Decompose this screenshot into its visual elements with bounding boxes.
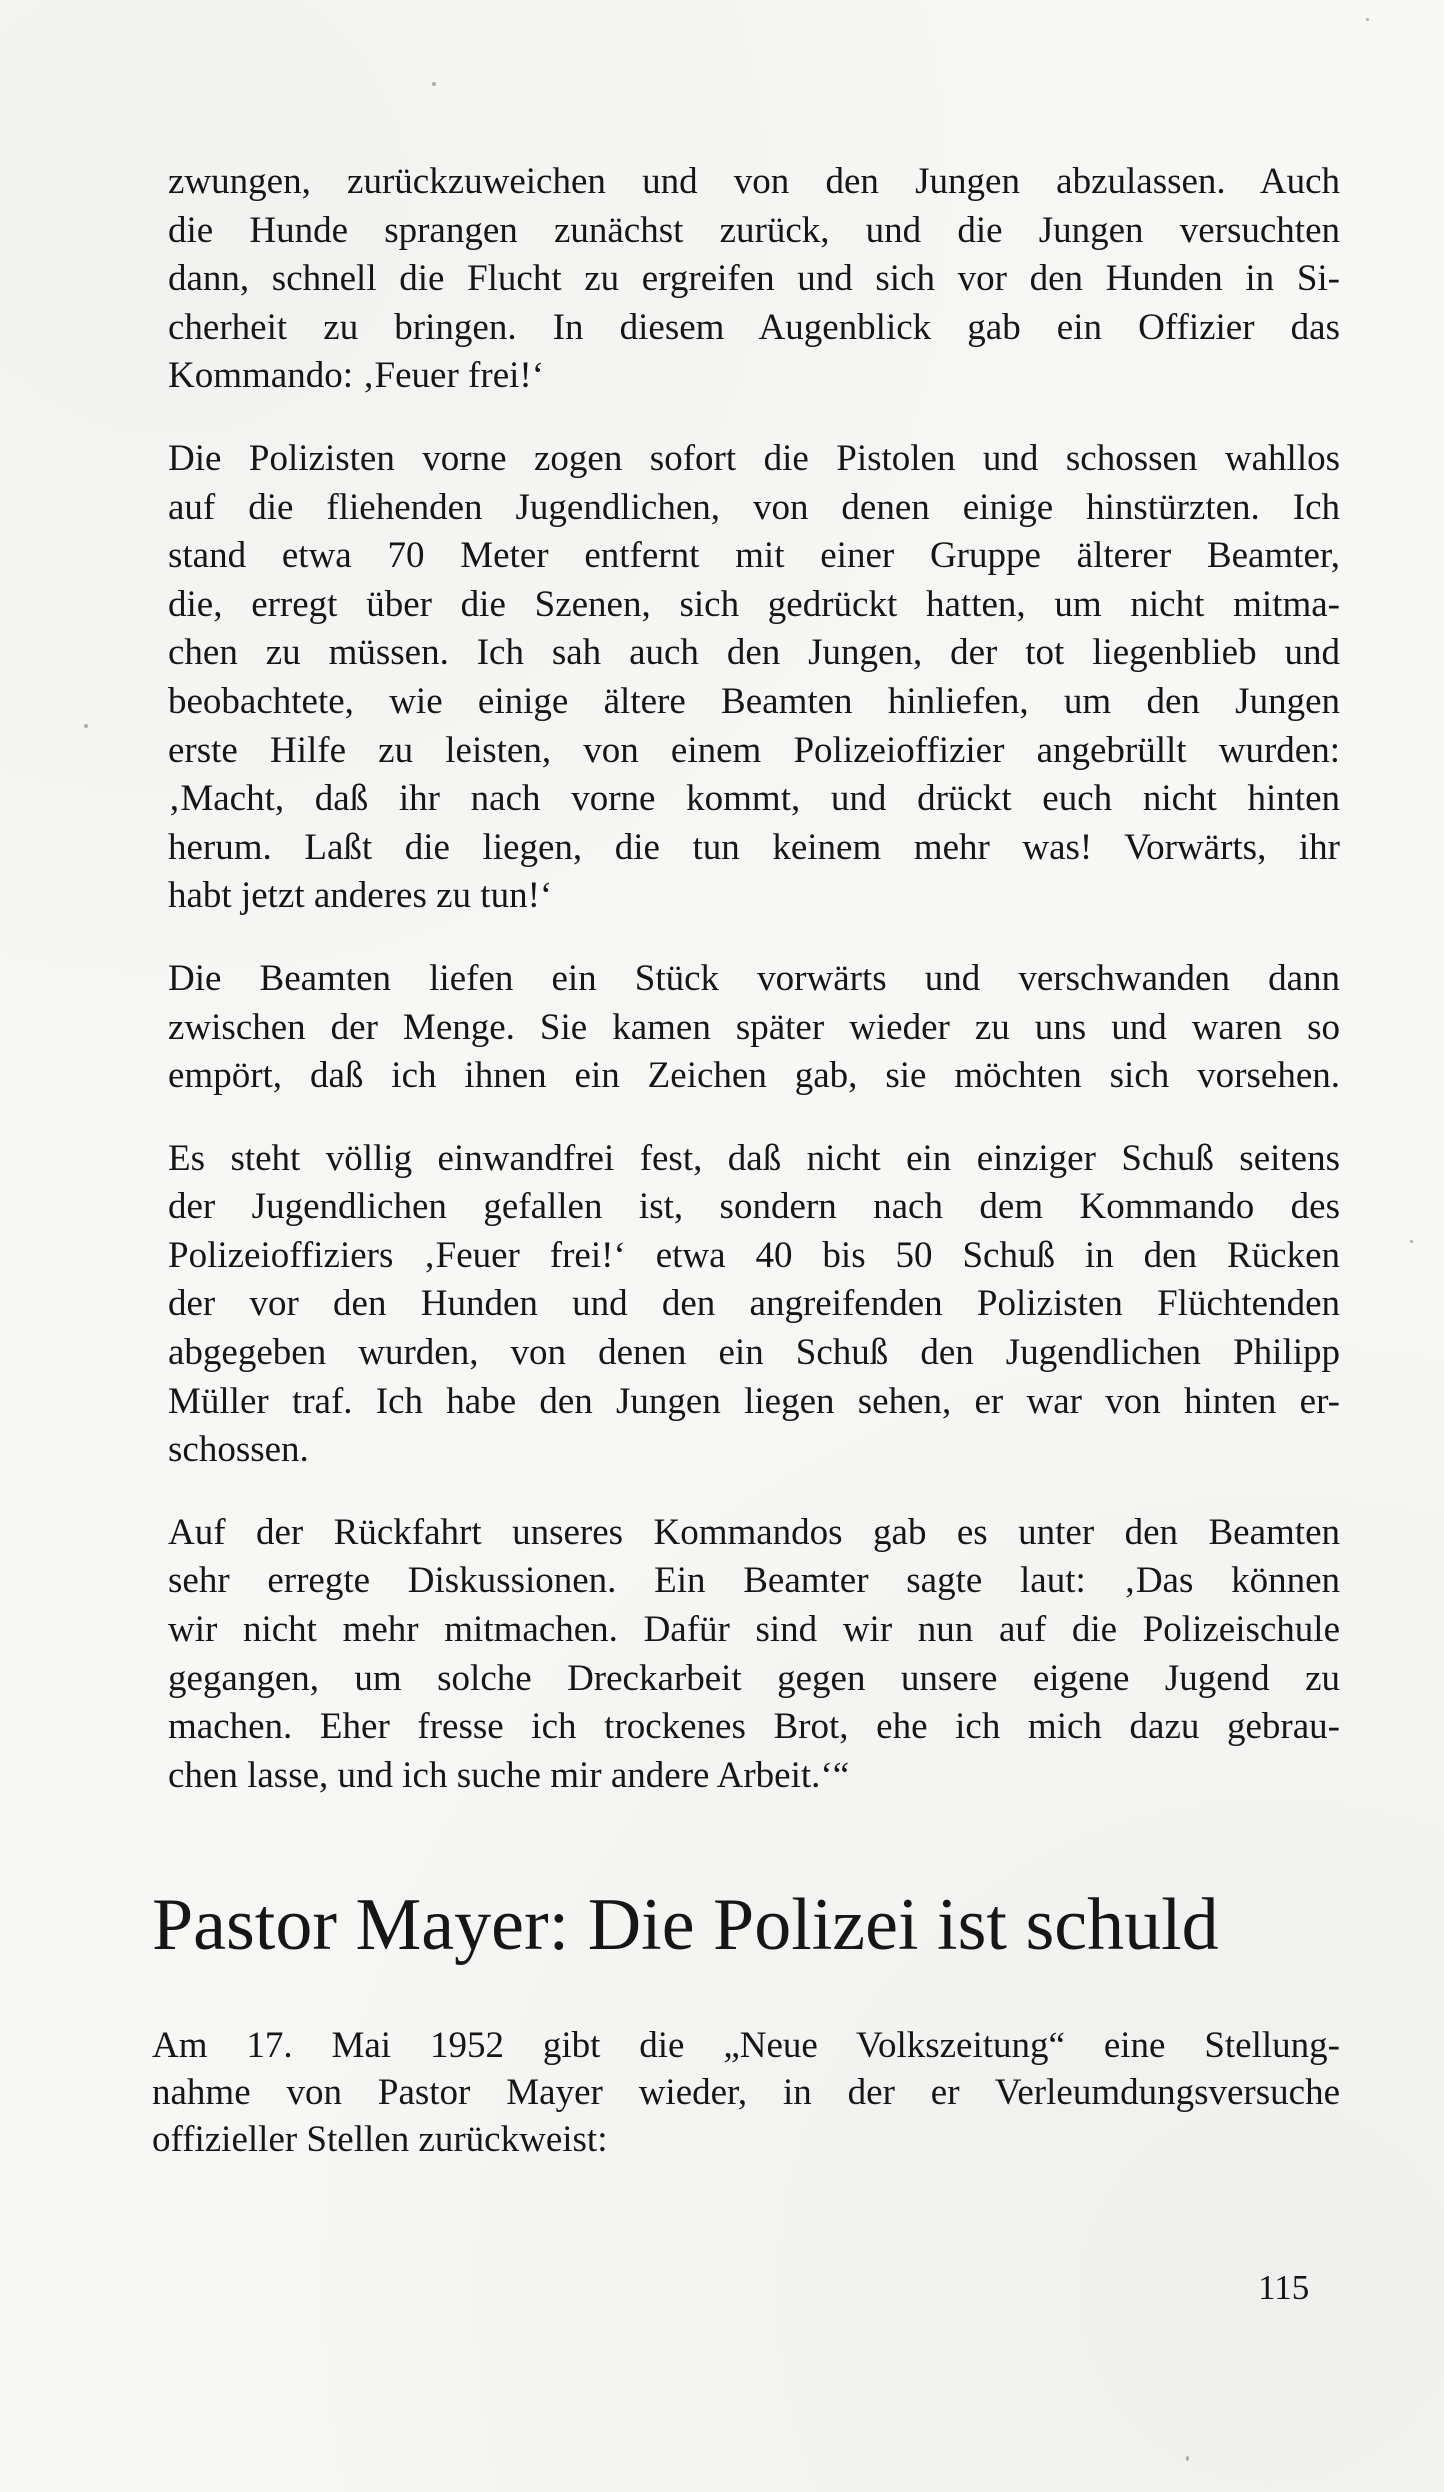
text-line: abgegeben wurden, von denen ein Schuß den Jugendlichen Philipp bbox=[168, 1332, 1340, 1374]
paragraph bbox=[168, 955, 1340, 1101]
text-line: gegangen, um solche Dreckarbeit gegen unsere eigene Jugend zu bbox=[168, 1657, 1340, 1699]
paragraph bbox=[168, 435, 1340, 921]
text-line: stand etwa 70 Meter entfernt mit einer Gruppe älterer Beamter, bbox=[168, 535, 1340, 577]
text-line: beobachtete, wie einige ältere Beamten hinliefen, um den Jungen bbox=[168, 680, 1340, 722]
text-line: wir nicht mehr mitmachen. Dafür sind wir nun auf die Polizeischule bbox=[168, 1609, 1340, 1651]
text-line: cherheit zu bringen. In diesem Augenblick gab ein Offizier das bbox=[168, 306, 1340, 348]
text-line: Die Beamten liefen ein Stück vorwärts und verschwanden dann bbox=[168, 957, 1340, 999]
intro-paragraph bbox=[152, 2022, 1340, 2163]
text-line: die Hunde sprangen zunächst zurück, und die Jungen versuchten bbox=[168, 209, 1340, 251]
text-line: sehr erregte Diskussionen. Ein Beamter sagte laut: ‚Das können bbox=[168, 1560, 1340, 1602]
scan-speck bbox=[432, 82, 436, 86]
section-heading: Pastor Mayer: Die Polizei ist schuld bbox=[152, 1884, 1219, 1966]
text-line: Müller traf. Ich habe den Jungen liegen sehen, er war von hinten er- bbox=[168, 1380, 1340, 1422]
text-line: erste Hilfe zu leisten, von einem Polizeioffizier angebrüllt wurden: bbox=[168, 729, 1340, 771]
text-line: der Jugendlichen gefallen ist, sondern nach dem Kommando des bbox=[168, 1186, 1340, 1228]
text-line: Auf der Rückfahrt unseres Kommandos gab es unter den Beamten bbox=[168, 1511, 1340, 1553]
text-line: ‚Macht, daß ihr nach vorne kommt, und drückt euch nicht hinten bbox=[168, 778, 1340, 820]
text-line: machen. Eher fresse ich trockenes Brot, ehe ich mich dazu gebrau- bbox=[168, 1706, 1340, 1748]
text-line: schossen. bbox=[168, 1429, 309, 1471]
text-line: zwungen, zurückzuweichen und von den Jungen abzulassen. Auch bbox=[168, 161, 1340, 202]
page-number: 115 bbox=[1258, 2268, 1310, 2307]
scan-speck bbox=[1410, 1240, 1413, 1243]
paragraph bbox=[168, 1135, 1340, 1475]
scan-speck bbox=[1366, 18, 1369, 21]
text-line: Es steht völlig einwandfrei fest, daß nicht ein einziger Schuß seitens bbox=[168, 1137, 1340, 1179]
scan-speck bbox=[1186, 2456, 1189, 2461]
text-line: Am 17. Mai 1952 gibt die „Neue Volkszeitung“ eine Stellung- bbox=[152, 2025, 1340, 2066]
text-line: die, erregt über die Szenen, sich gedrückt hatten, um nicht mitma- bbox=[168, 583, 1340, 625]
text-line: nahme von Pastor Mayer wieder, in der er Verleumdungsversuche bbox=[152, 2072, 1340, 2113]
text-line: auf die fliehenden Jugendlichen, von denen einige hinstürzten. Ich bbox=[168, 486, 1340, 528]
text-line: Die Polizisten vorne zogen sofort die Pistolen und schossen wahllos bbox=[168, 437, 1340, 479]
body-text bbox=[168, 158, 1340, 1834]
paragraph bbox=[168, 158, 1340, 401]
text-line: empört, daß ich ihnen ein Zeichen gab, sie möchten sich vorsehen. bbox=[168, 1055, 1340, 1097]
text-line: zwischen der Menge. Sie kamen später wieder zu uns und waren so bbox=[168, 1006, 1340, 1048]
scan-speck bbox=[84, 724, 88, 728]
text-line: chen lasse, und ich suche mir andere Arbeit.‘“ bbox=[168, 1754, 850, 1796]
text-line: dann, schnell die Flucht zu ergreifen und sich vor den Hunden in Si- bbox=[168, 258, 1340, 300]
text-line: Kommando: ‚Feuer frei!‘ bbox=[168, 355, 545, 397]
text-line: Polizeioffiziers ‚Feuer frei!‘ etwa 40 bis 50 Schuß in den Rücken bbox=[168, 1234, 1340, 1276]
text-line: herum. Laßt die liegen, die tun keinem mehr was! Vorwärts, ihr bbox=[168, 826, 1340, 868]
paragraph bbox=[168, 1509, 1340, 1801]
text-line: offizieller Stellen zurückweist: bbox=[152, 2119, 608, 2160]
text-line: der vor den Hunden und den angreifenden Polizisten Flüchtenden bbox=[168, 1283, 1340, 1325]
text-line: chen zu müssen. Ich sah auch den Jungen, der tot liegenblieb und bbox=[168, 632, 1340, 674]
text-line: habt jetzt anderes zu tun!‘ bbox=[168, 875, 553, 917]
